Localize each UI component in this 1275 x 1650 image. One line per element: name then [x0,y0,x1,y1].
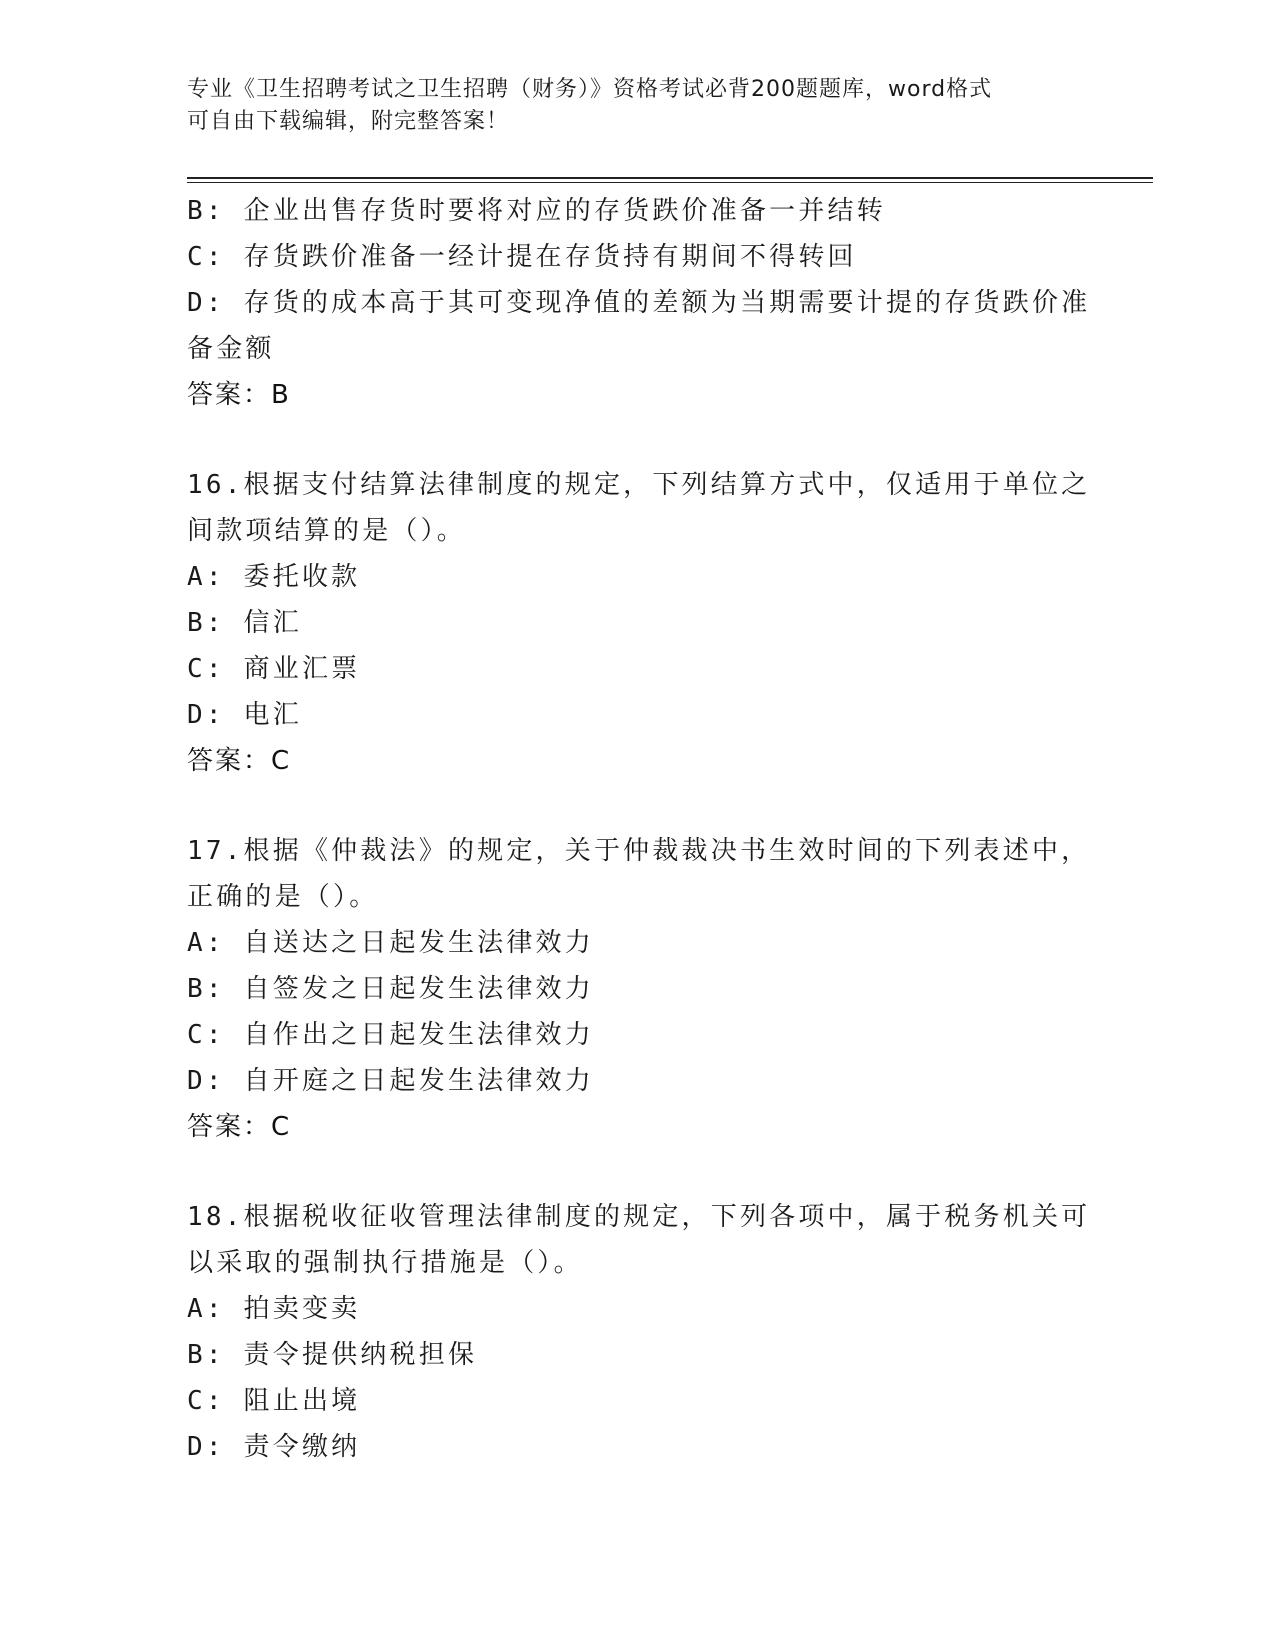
question-stem: 18.根据税收征收管理法律制度的规定，下列各项中，属于税务机关可 [187,1202,1091,1232]
header-divider-thin [187,182,1153,183]
option-a: A: 自送达之日起发生法律效力 [187,928,594,958]
answer-line: 答案：B [187,380,291,410]
answer-line: 答案：C [187,1112,292,1142]
option-c: C: 自作出之日起发生法律效力 [187,1020,594,1050]
question-16 [187,462,1091,784]
option-line: C: 存货跌价准备一经计提在存货持有期间不得转回 [187,242,857,272]
question-15-continued [187,188,1091,418]
option-c: C: 商业汇票 [187,654,361,684]
option-line: 备金额 [187,334,275,364]
question-stem: 正确的是（）。 [187,882,379,912]
question-17 [187,828,1091,1150]
option-line: D: 存货的成本高于其可变现净值的差额为当期需要计提的存货跌价准 [187,288,1091,318]
option-a: A: 委托收款 [187,562,361,592]
question-stem: 17.根据《仲裁法》的规定，关于仲裁裁决书生效时间的下列表述中， [187,836,1091,866]
header-line-2: 可自由下载编辑，附完整答案！ [187,109,510,134]
header-divider-thick [187,177,1153,179]
question-stem: 间款项结算的是（）。 [187,516,467,546]
answer-line: 答案：C [187,746,292,776]
document-header [187,74,1067,138]
option-c: C: 阻止出境 [187,1386,361,1416]
option-a: A: 拍卖变卖 [187,1294,361,1324]
option-line: B: 企业出售存货时要将对应的存货跌价准备一并结转 [187,196,886,226]
question-stem: 16.根据支付结算法律制度的规定，下列结算方式中，仅适用于单位之 [187,470,1091,500]
option-d: D: 责令缴纳 [187,1432,361,1462]
option-b: B: 责令提供纳税担保 [187,1340,478,1370]
question-18 [187,1194,1091,1470]
option-d: D: 电汇 [187,700,302,730]
document-body [187,188,1091,1470]
option-b: B: 自签发之日起发生法律效力 [187,974,594,1004]
option-b: B: 信汇 [187,608,302,638]
question-stem: 以采取的强制执行措施是（）。 [187,1248,583,1278]
header-line-1: 专业《卫生招聘考试之卫生招聘（财务）》资格考试必背200题题库，word格式 [187,77,993,102]
option-d: D: 自开庭之日起发生法律效力 [187,1066,594,1096]
